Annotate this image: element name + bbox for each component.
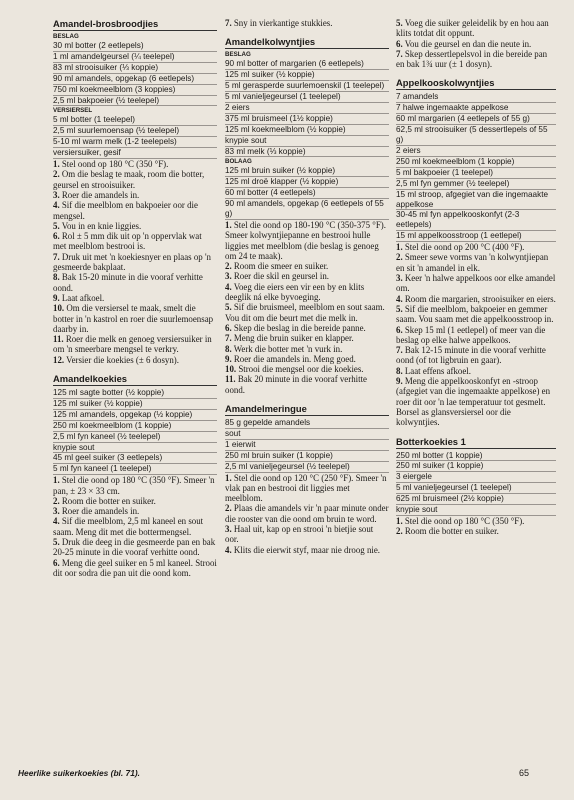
step-text: Om die beslag te maak, room die botter, geursel en strooisuiker. <box>53 169 205 190</box>
method-step <box>225 503 389 524</box>
ingredient-line: 7 amandels <box>396 92 556 103</box>
column-left <box>53 18 217 578</box>
step-text: Roer die amandels in. <box>61 506 140 517</box>
step-number: 1. <box>396 242 403 253</box>
method-step <box>396 49 556 70</box>
step-number: 1. <box>396 515 403 526</box>
spacer <box>53 365 217 373</box>
step-text: Haal uit, kap op en strooi 'n bietjie sout oor. <box>225 524 374 545</box>
step-text: Skep dessertlepelsvol in die bereide pan en bak 1¾ uur (± 1 dosyn). <box>396 48 548 70</box>
step-text: Stel die oond op 180-190 °C (350-375 °F). Smeer kolwyntjiepanne en bestrooi hulle liggies met meelblom (die beslag is genoeg om 24 te maak). <box>225 219 386 261</box>
method-step <box>396 366 556 376</box>
method-step <box>225 374 389 395</box>
photo-caption: Heerlike suikerkoekies (bl. 71). <box>18 768 140 778</box>
column-middle <box>225 18 389 555</box>
method-step <box>53 475 217 496</box>
ingredient-line: 7 halwe ingemaakte appelkose <box>396 103 556 114</box>
method-step <box>396 273 556 294</box>
method-step <box>225 333 389 343</box>
spacer <box>225 395 389 403</box>
step-number: 6. <box>225 322 232 333</box>
method-step <box>225 354 389 364</box>
step-text: Om die versiersel te maak, smelt die botter in 'n kastrol en roer die suurlemoensap daarby in. <box>53 303 214 334</box>
step-number: 2. <box>396 252 403 263</box>
step-number: 7. <box>396 48 403 59</box>
step-number: 4. <box>53 200 60 211</box>
section-heading: BESLAG <box>53 33 79 40</box>
method-step <box>225 271 389 281</box>
step-number: 3. <box>396 273 403 284</box>
step-number: 5. <box>53 220 60 231</box>
step-number: 12. <box>53 354 65 365</box>
method-step <box>53 272 217 293</box>
ingredient-line: 5-10 ml warm melk (1-2 teelepels) <box>53 137 217 148</box>
method-step <box>53 516 217 537</box>
ingredient-line: 5 ml vanieljegeursel (1 teelepel) <box>225 92 389 103</box>
step-text: Werk die botter met 'n vurk in. <box>233 343 343 354</box>
ingredient-line: 3 eiergele <box>396 472 556 483</box>
ingredient-line: 15 ml stroop, afgegiet van die ingemaakte appelkose <box>396 190 556 211</box>
section-heading: BESLAG <box>225 51 251 59</box>
step-text: Room die smeer en suiker. <box>233 261 329 272</box>
ingredient-line: 5 ml fyn kaneel (1 teelepel) <box>53 464 217 475</box>
method-step <box>53 190 217 200</box>
step-text: Bak 15-20 minute in die vooraf verhitte oond. <box>53 272 203 293</box>
ingredient-line: 1 eierwit <box>225 440 389 451</box>
step-number: 11. <box>225 374 236 385</box>
method-step <box>225 220 389 261</box>
ingredient-line: 125 ml sagte botter (½ koppie) <box>53 388 217 399</box>
step-text: Stel die oond op 200 °C (400 °F). <box>404 242 525 253</box>
step-text: Smeer sewe vorms van 'n kolwyntjiepan en sit 'n amandel in elk. <box>396 252 549 273</box>
step-text: Room die margarien, strooisuiker en eiers. <box>404 293 556 304</box>
step-text: Laat effens afkoel. <box>404 365 471 376</box>
step-text: Voeg die suiker geleidelik by en hou aan klits totdat dit oppunt. <box>396 18 549 39</box>
step-text: Keer 'n halwe appelkoos oor elke amandel om. <box>396 273 556 294</box>
method-step <box>225 18 389 28</box>
step-text: Meng die appelkooskonfyt en -stroop (afgegiet van die ingemaakte appelkose) en roer dit oor 'n lae temperatuur tot gesmelt. Borsel as glansversiersel oor die kolwyntjies. <box>396 376 551 428</box>
method-step <box>396 345 556 366</box>
method-step <box>396 252 556 273</box>
ingredient-line: 5 ml gerasperde suurlemoenskil (1 teelepel) <box>225 81 389 92</box>
step-number: 9. <box>396 376 403 387</box>
method-step <box>396 325 556 346</box>
method-step <box>53 169 217 190</box>
step-number: 7. <box>53 251 60 262</box>
ingredient-line: 60 ml margarien (4 eetlepels of 55 g) <box>396 114 556 125</box>
step-number: 4. <box>225 544 232 555</box>
ingredient-line: 2,5 ml suurlemoensap (½ teelepel) <box>53 126 217 137</box>
method-step <box>225 282 389 303</box>
ingredient-line: 125 ml koekmeelblom (½ koppie) <box>225 125 389 136</box>
ingredient-line: 125 ml bruin suiker (½ koppie) <box>225 166 389 177</box>
step-text: Roer die amandels in. Meng goed. <box>233 353 356 364</box>
ingredient-line: 5 ml botter (1 teelepel) <box>53 115 217 126</box>
step-text: Versier die koekies (± 6 dosyn). <box>66 354 179 365</box>
step-text: Klits die eierwit styf, maar nie droog nie. <box>233 544 381 555</box>
ingredient-line: 90 ml botter of margarien (6 eetlepels) <box>225 59 389 70</box>
step-number: 2. <box>53 495 60 506</box>
ingredient-line: 125 ml suiker (½ koppie) <box>53 399 217 410</box>
step-number: 2. <box>53 169 60 180</box>
spacer <box>225 28 389 36</box>
step-text: Stel oond op 180 °C (350 °F). <box>61 159 169 170</box>
method-step <box>396 294 556 304</box>
step-number: 6. <box>396 38 403 49</box>
method-step <box>396 376 556 427</box>
method-step <box>53 221 217 231</box>
method-step <box>225 344 389 354</box>
recipe-title: Botterkoekies 1 <box>396 436 556 449</box>
step-text: Stel die oond op 180 °C (350 °F). Smeer 'n pan, ± 23 × 33 cm. <box>53 475 215 496</box>
step-text: Sif die meelblom en bakpoeier oor die mengsel. <box>53 200 198 221</box>
step-number: 5. <box>396 303 403 314</box>
ingredient-line: 2 eiers <box>396 146 556 157</box>
method-step <box>53 252 217 273</box>
recipe-title: Amandelmeringue <box>225 403 389 416</box>
ingredient-line: 125 ml suiker (½ koppie) <box>225 70 389 81</box>
ingredient-line: 250 ml koekmeelblom (1 koppie) <box>53 421 217 432</box>
step-text: Room die botter en suiker. <box>404 526 499 537</box>
ingredient-line: 125 ml amandels, opgekap (½ koppie) <box>53 410 217 421</box>
step-number: 5. <box>53 537 60 548</box>
step-number: 4. <box>225 281 232 292</box>
step-text: Roer die amandels in. <box>61 189 140 200</box>
step-number: 8. <box>53 272 60 283</box>
method-step <box>225 473 389 504</box>
step-number: 1. <box>225 219 232 230</box>
ingredient-line: sout <box>225 429 389 440</box>
step-number: 2. <box>225 261 232 272</box>
step-number: 6. <box>53 557 60 568</box>
ingredient-line: 83 ml strooisuiker (⅓ koppie) <box>53 63 217 74</box>
ingredient-line: 45 ml geel suiker (3 eetlepels) <box>53 453 217 464</box>
step-number: 10. <box>53 303 65 314</box>
step-text: Stel die oond op 120 °C (250 °F). Smeer 'n vlak pan en bestrooi dit liggies met meelblom. <box>225 472 387 504</box>
ingredient-line: versiersuiker, gesif <box>53 148 217 159</box>
ingredient-line: 250 ml suiker (1 koppie) <box>396 461 556 472</box>
ingredient-line: 125 ml droë klapper (½ koppie) <box>225 177 389 188</box>
method-step <box>225 364 389 374</box>
column-right <box>396 18 556 537</box>
method-step <box>396 304 556 325</box>
step-text: Sif die meelblom, bakpoeier en gemmer saam. Vou saam met die appelkoosstroop in. <box>396 303 554 325</box>
step-number: 7. <box>225 333 232 344</box>
ingredient-line: 83 ml melk (⅓ koppie) <box>225 147 389 158</box>
ingredient-line: 60 ml botter (4 eetlepels) <box>225 188 389 199</box>
step-text: Laat afkoel. <box>61 292 105 303</box>
method-step <box>225 524 389 545</box>
ingredient-line: knypie sout <box>225 136 389 147</box>
method-step <box>53 200 217 221</box>
step-number: 10. <box>225 364 237 375</box>
step-number: 6. <box>53 231 60 242</box>
ingredient-line: knypie sout <box>396 505 556 516</box>
step-text: Room die botter en suiker. <box>61 495 156 506</box>
ingredient-line: 250 ml bruin suiker (1 koppie) <box>225 451 389 462</box>
step-text: Voeg die eiers een vir een by en klits deeglik ná elke byvoeging. <box>225 281 365 303</box>
ingredient-line: 625 ml bruismeel (2½ koppie) <box>396 494 556 505</box>
step-number: 9. <box>225 353 232 364</box>
section-heading: VERSIERSEL <box>53 107 93 115</box>
method-step <box>396 39 556 49</box>
step-text: Skep 15 ml (1 eetlepel) of meer van die beslag op elke halwe appelkoos. <box>396 324 546 345</box>
step-text: Stel die oond op 180 °C (350 °F). <box>404 515 525 526</box>
method-step <box>53 496 217 506</box>
step-text: Plaas die amandels vir 'n paar minute onder die rooster van die oond om bruin te word. <box>225 503 389 524</box>
step-number: 1. <box>53 475 60 486</box>
method-step <box>53 537 217 558</box>
step-text: Meng die bruin suiker en klapper. <box>233 333 354 344</box>
ingredient-line: 5 ml vanieljegeursel (1 teelepel) <box>396 483 556 494</box>
method-step <box>53 355 217 365</box>
step-number: 8. <box>225 343 232 354</box>
method-step <box>53 506 217 516</box>
page-number: 65 <box>519 768 530 778</box>
ingredient-line: 90 ml amandels, opgekap (6 eetlepels of 55 g) <box>225 199 389 220</box>
step-text: Bak 20 minute in die vooraf verhitte oond. <box>225 374 367 395</box>
step-text: Skep die beslag in die bereide panne. <box>233 322 366 333</box>
step-number: 3. <box>53 189 60 200</box>
step-number: 4. <box>396 293 403 304</box>
step-number: 5. <box>396 18 403 28</box>
ingredient-line: 5 ml bakpoeier (1 teelepel) <box>396 168 556 179</box>
step-number: 3. <box>225 524 232 535</box>
step-text: Sny in vierkantige stukkies. <box>233 18 333 28</box>
ingredient-line: 2,5 ml bakpoeier (½ teelepel) <box>53 96 217 107</box>
ingredient-line: knypie sout <box>53 443 217 454</box>
method-step <box>225 545 389 555</box>
step-text: Vou die geursel en dan die neute in. <box>404 38 532 49</box>
method-step <box>53 334 217 355</box>
recipe-title: Amandel-brosbroodjies <box>53 18 217 31</box>
method-step <box>53 558 217 579</box>
section-heading: BOLAAG <box>225 158 252 166</box>
ingredient-line: 2,5 ml vanieljegeursel (½ teelepel) <box>225 462 389 473</box>
step-text: Roer die melk en genoeg versiersuiker in om 'n smeerbare mengsel te verkry. <box>53 334 212 355</box>
method-step <box>53 231 217 252</box>
ingredient-line: 2,5 ml fyn kaneel (½ teelepel) <box>53 432 217 443</box>
step-number: 1. <box>225 472 232 483</box>
method-step <box>53 159 217 169</box>
step-text: Strooi die mengsel oor die koekies. <box>238 364 364 375</box>
step-number: 11. <box>53 334 64 345</box>
ingredient-line: 375 ml bruismeel (1½ koppie) <box>225 114 389 125</box>
step-number: 9. <box>53 292 60 303</box>
method-step <box>53 293 217 303</box>
step-number: 7. <box>225 18 232 28</box>
step-number: 2. <box>396 526 403 537</box>
step-number: 2. <box>225 503 232 514</box>
step-text: Vou in en knie liggies. <box>61 220 142 231</box>
recipe-title: Amandelkolwyntjies <box>225 36 389 49</box>
ingredient-line: 1 ml amandelgeursel (¼ teelepel) <box>53 52 217 63</box>
method-step <box>225 302 389 323</box>
step-number: 8. <box>396 365 403 376</box>
ingredient-line: 30-45 ml fyn appelkooskonfyt (2-3 eetlepels) <box>396 210 556 231</box>
step-number: 4. <box>53 516 60 527</box>
method-step <box>396 18 556 39</box>
step-number: 3. <box>53 506 60 517</box>
recipe-title: Appelkooskolwyntjies <box>396 77 556 90</box>
ingredient-line: 2 eiers <box>225 103 389 114</box>
ingredient-line: 90 ml amandels, opgekap (6 eetlepels) <box>53 74 217 85</box>
step-text: Roer die skil en geursel in. <box>233 271 330 282</box>
ingredient-line: 250 ml koekmeelblom (1 koppie) <box>396 157 556 168</box>
step-number: 6. <box>396 324 403 335</box>
method-step <box>396 516 556 526</box>
ingredient-line: 30 ml botter (2 eetlepels) <box>53 41 217 52</box>
step-number: 5. <box>225 302 232 313</box>
spacer <box>396 428 556 436</box>
method-step <box>396 242 556 252</box>
ingredient-line: 750 ml koekmeelblom (3 koppies) <box>53 85 217 96</box>
step-number: 3. <box>225 271 232 282</box>
step-text: Sif die meelblom, 2,5 ml kaneel en sout saam. Meng dit met die bottermengsel. <box>53 516 204 537</box>
ingredient-line: 2,5 ml fyn gemmer (½ teelepel) <box>396 179 556 190</box>
step-text: Meng die geel suiker en 5 ml kaneel. Strooi dit oor sodra die pan uit die oond kom. <box>53 557 217 578</box>
method-step <box>53 303 217 334</box>
method-step <box>396 526 556 536</box>
method-step <box>225 261 389 271</box>
step-text: Druk uit met 'n koekiesnyer en plaas op 'n gesmeerde bakplaat. <box>53 251 211 273</box>
spacer <box>396 69 556 77</box>
step-text: Druk die deeg in die gesmeerde pan en bak 20-25 minute in die vooraf verhitte oond. <box>53 537 216 558</box>
ingredient-line: 250 ml botter (1 koppie) <box>396 451 556 462</box>
ingredient-line: 62,5 ml strooisuiker (5 dessertlepels of 55 g) <box>396 125 556 146</box>
step-text: Bak 12-15 minute in die vooraf verhitte oond (of tot ligbruin en gaar). <box>396 345 546 366</box>
ingredient-line: 85 g gepelde amandels <box>225 418 389 429</box>
step-text: Rol ± 5 mm dik uit op 'n oppervlak wat met meelblom bestrooi is. <box>53 231 202 252</box>
ingredient-line: 15 ml appelkoosstroop (1 eetlepel) <box>396 231 556 242</box>
step-text: Sif die bruismeel, meelblom en sout saam. Vou dit om die beurt met die melk in. <box>225 302 385 323</box>
step-number: 7. <box>396 345 403 356</box>
method-step <box>225 323 389 333</box>
step-number: 1. <box>53 159 60 170</box>
recipe-title: Amandelkoekies <box>53 373 217 386</box>
